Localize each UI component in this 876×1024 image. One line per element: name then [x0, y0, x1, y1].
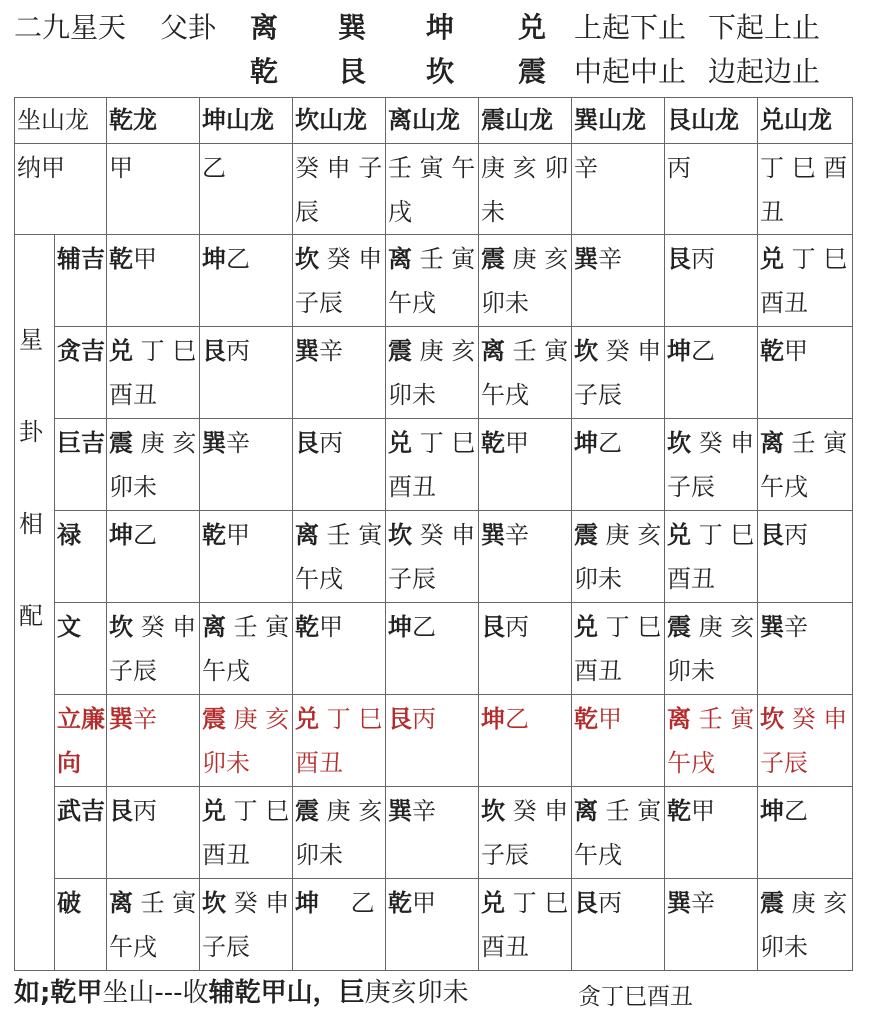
stem-branch: 庚 亥卯未	[295, 797, 383, 869]
star-cell	[200, 419, 293, 511]
gua-name: 离	[109, 889, 133, 917]
gua-name: 乾	[388, 889, 412, 917]
star-cell	[758, 787, 853, 879]
star-cell	[107, 419, 200, 511]
row-label: 禄	[55, 511, 107, 603]
stem-branch: 庚 亥卯未	[574, 521, 662, 593]
side-label-cell	[15, 235, 55, 971]
star-cell	[200, 603, 293, 695]
gua-name: 乾	[295, 613, 319, 641]
star-cell	[107, 879, 200, 971]
gua-name: 离	[388, 245, 412, 273]
rule-bian-qi: 边起边止	[708, 55, 821, 88]
stem-branch: 壬 寅午戌	[109, 889, 197, 961]
gua-name: 乾	[667, 797, 691, 825]
stem-branch: 庚 亥卯未	[388, 337, 476, 409]
gua-name: 巽	[481, 521, 505, 549]
star-row	[15, 603, 853, 695]
side-label-char: 配	[19, 602, 43, 630]
stem-branch: 癸 申子辰	[481, 797, 569, 869]
col-header-li: 离山龙	[386, 98, 479, 144]
stem-branch: 辛	[412, 797, 436, 825]
gua-name: 坎	[202, 889, 226, 917]
star-cell	[758, 603, 853, 695]
star-cell	[293, 511, 386, 603]
najia-cell: 辛	[572, 144, 665, 235]
star-cell	[293, 235, 386, 327]
bottom-gua-2: 艮	[338, 55, 367, 88]
stem-branch: 辛	[319, 337, 343, 365]
star-cell	[758, 235, 853, 327]
row-label: 文	[55, 603, 107, 695]
stem-branch: 壬 寅午戌	[760, 429, 848, 501]
star-cell	[479, 695, 572, 787]
stem-branch: 壬 寅午戌	[574, 797, 662, 869]
star-cell	[293, 419, 386, 511]
stem-branch: 丁 巳酉丑	[202, 797, 290, 869]
star-cell	[665, 787, 758, 879]
star-cell	[386, 419, 479, 511]
star-row	[15, 419, 853, 511]
col-header-kun: 坤山龙	[200, 98, 293, 144]
star-cell	[758, 695, 853, 787]
star-cell	[386, 235, 479, 327]
star-cell	[572, 603, 665, 695]
star-cell	[479, 419, 572, 511]
gua-name: 坤	[202, 245, 226, 273]
stem-branch: 辛	[784, 613, 808, 641]
gua-name: 兑	[667, 521, 691, 549]
footer-bold2: 辅乾甲山，巨	[208, 978, 365, 1008]
star-cell	[107, 603, 200, 695]
side-label-char: 卦	[19, 418, 43, 446]
gua-name: 乾	[202, 521, 226, 549]
star-cell	[293, 787, 386, 879]
stem-branch: 丙	[226, 337, 250, 365]
stem-branch: 庚 亥卯未	[667, 613, 755, 685]
star-cell	[572, 419, 665, 511]
gua-name: 乾	[574, 705, 598, 733]
gua-name: 坤	[295, 889, 319, 917]
star-cell	[386, 603, 479, 695]
star-row	[15, 695, 853, 787]
star-cell	[572, 235, 665, 327]
gua-name: 巽	[760, 613, 784, 641]
stem-branch: 甲	[505, 429, 529, 457]
star-cell	[479, 327, 572, 419]
gua-name: 坎	[109, 613, 133, 641]
col-header-xun: 巽山龙	[572, 98, 665, 144]
stem-branch: 壬 寅午戌	[202, 613, 290, 685]
stem-branch: 壬 寅午戌	[481, 337, 569, 409]
gua-name: 巽	[202, 429, 226, 457]
stem-branch: 乙	[319, 889, 375, 917]
najia-cell: 乙	[200, 144, 293, 235]
stem-branch: 辛	[505, 521, 529, 549]
najia-cell: 丙	[665, 144, 758, 235]
col-header-qian: 乾龙	[107, 98, 200, 144]
stem-branch: 丁 巳酉丑	[760, 245, 848, 317]
gua-name: 兑	[760, 245, 784, 273]
gua-name: 坤	[667, 337, 691, 365]
stem-branch: 丙	[133, 797, 157, 825]
gua-name: 巽	[388, 797, 412, 825]
star-gua-table	[14, 97, 853, 971]
gua-name: 艮	[667, 245, 691, 273]
najia-cell: 壬 寅 午戌	[386, 144, 479, 235]
star-cell	[386, 879, 479, 971]
gua-name: 坤	[481, 705, 505, 733]
stem-branch: 乙	[133, 521, 157, 549]
gua-name: 巽	[295, 337, 319, 365]
col-header-zhen: 震山龙	[479, 98, 572, 144]
stem-branch: 辛	[691, 889, 715, 917]
stem-branch: 庚 亥卯未	[481, 245, 569, 317]
star-cell	[665, 879, 758, 971]
star-cell	[107, 327, 200, 419]
row-label: 武吉	[55, 787, 107, 879]
gua-name: 震	[295, 797, 319, 825]
stem-branch: 丁 巳酉丑	[388, 429, 476, 501]
star-cell	[107, 695, 200, 787]
gua-name: 震	[109, 429, 133, 457]
gua-name: 离	[202, 613, 226, 641]
gua-name: 艮	[202, 337, 226, 365]
row-label: 破	[55, 879, 107, 971]
stem-branch: 甲	[133, 245, 157, 273]
star-cell	[665, 511, 758, 603]
star-row	[15, 511, 853, 603]
row-label: 巨吉	[55, 419, 107, 511]
gua-name: 乾	[109, 245, 133, 273]
star-cell	[200, 787, 293, 879]
star-cell	[107, 787, 200, 879]
stem-branch: 丙	[691, 245, 715, 273]
gua-name: 兑	[202, 797, 226, 825]
col-header-gen: 艮山龙	[665, 98, 758, 144]
star-cell	[665, 695, 758, 787]
gua-name: 震	[481, 245, 505, 273]
gua-name: 震	[202, 705, 226, 733]
star-cell	[572, 695, 665, 787]
stem-branch: 乙	[226, 245, 250, 273]
najia-cell: 丁 巳 酉丑	[758, 144, 853, 235]
top-gua-1: 离	[250, 11, 279, 44]
gua-name: 坤	[574, 429, 598, 457]
header-title: 二九星天	[14, 11, 127, 44]
star-row	[15, 787, 853, 879]
col-header-kan: 坎山龙	[293, 98, 386, 144]
star-cell	[200, 879, 293, 971]
star-cell	[386, 695, 479, 787]
stem-branch: 丙	[412, 705, 436, 733]
stem-branch: 乙	[412, 613, 436, 641]
star-row	[15, 327, 853, 419]
gua-name: 坤	[109, 521, 133, 549]
stem-branch: 癸 申子辰	[202, 889, 290, 961]
stem-branch: 辛	[598, 245, 622, 273]
star-cell	[665, 419, 758, 511]
star-cell	[386, 511, 479, 603]
gua-name: 乾	[760, 337, 784, 365]
stem-branch: 庚 亥卯未	[760, 889, 848, 961]
star-cell	[665, 603, 758, 695]
side-label-char: 相	[19, 510, 43, 538]
najia-cell: 庚 亥 卯未	[479, 144, 572, 235]
star-cell	[758, 419, 853, 511]
gua-name: 巽	[667, 889, 691, 917]
stem-branch: 甲	[226, 521, 250, 549]
star-cell	[107, 235, 200, 327]
gua-name: 坤	[388, 613, 412, 641]
stem-branch: 丙	[784, 521, 808, 549]
footer-prefix: 如;	[14, 978, 51, 1008]
gua-name: 震	[667, 613, 691, 641]
star-cell	[479, 603, 572, 695]
star-cell	[479, 787, 572, 879]
row-label: 辅吉	[55, 235, 107, 327]
star-cell	[479, 879, 572, 971]
side-label-char: 星	[19, 326, 43, 354]
footer-plain2: 庚亥卯未	[364, 978, 469, 1008]
star-row	[15, 879, 853, 971]
gua-name: 巽	[574, 245, 598, 273]
footer-note: 贪丁巳酉丑	[578, 984, 693, 1010]
gua-name: 坤	[760, 797, 784, 825]
gua-name: 震	[574, 521, 598, 549]
star-cell	[758, 327, 853, 419]
gua-name: 坎	[667, 429, 691, 457]
gua-name: 坎	[295, 245, 319, 273]
gua-name: 艮	[481, 613, 505, 641]
col-header-dui: 兑山龙	[758, 98, 853, 144]
star-cell	[200, 511, 293, 603]
star-cell	[293, 695, 386, 787]
stem-branch: 癸 申子辰	[667, 429, 755, 501]
gua-name: 离	[667, 705, 691, 733]
stem-branch: 辛	[133, 705, 157, 733]
gua-name: 震	[388, 337, 412, 365]
stem-branch: 壬 寅午戌	[667, 705, 755, 777]
gua-name: 离	[481, 337, 505, 365]
stem-branch: 壬 寅午戌	[295, 521, 383, 593]
star-cell	[665, 327, 758, 419]
stem-branch: 癸 申子辰	[388, 521, 476, 593]
star-cell	[293, 879, 386, 971]
bottom-gua-3: 坎	[426, 55, 455, 88]
star-cell	[572, 511, 665, 603]
star-cell	[386, 787, 479, 879]
stem-branch: 辛	[226, 429, 250, 457]
stem-branch: 丙	[598, 889, 622, 917]
gua-name: 离	[760, 429, 784, 457]
gua-name: 兑	[574, 613, 598, 641]
star-cell	[572, 787, 665, 879]
gua-name: 兑	[388, 429, 412, 457]
gua-name: 坎	[388, 521, 412, 549]
bottom-gua-4: 震	[518, 55, 547, 88]
row-label: 贪吉	[55, 327, 107, 419]
star-cell	[200, 327, 293, 419]
star-cell	[107, 511, 200, 603]
star-cell	[572, 879, 665, 971]
top-gua-2: 巽	[338, 11, 367, 44]
stem-branch: 乙	[784, 797, 808, 825]
stem-branch: 庚 亥卯未	[202, 705, 290, 777]
stem-branch: 癸 申子辰	[574, 337, 662, 409]
star-cell	[293, 327, 386, 419]
najia-cell: 甲	[107, 144, 200, 235]
star-cell	[479, 235, 572, 327]
footer-example	[14, 972, 469, 1009]
column-header-row	[15, 98, 853, 144]
star-cell	[572, 327, 665, 419]
gua-name: 巽	[109, 705, 133, 733]
star-cell	[758, 511, 853, 603]
rule-shang-qi: 上起下止	[574, 11, 687, 44]
stem-branch: 丁 巳酉丑	[109, 337, 197, 409]
gua-name: 兑	[295, 705, 319, 733]
footer-plain1: 坐山---收	[102, 978, 209, 1008]
gua-name: 艮	[109, 797, 133, 825]
star-cell	[758, 879, 853, 971]
gua-name: 兑	[481, 889, 505, 917]
stem-branch: 丙	[505, 613, 529, 641]
star-cell	[293, 603, 386, 695]
header-fugua: 父卦	[160, 11, 217, 44]
star-cell	[479, 511, 572, 603]
stem-branch: 丙	[319, 429, 343, 457]
stem-branch: 甲	[598, 705, 622, 733]
rule-zhong-qi: 中起中止	[574, 55, 687, 88]
gua-name: 乾	[481, 429, 505, 457]
row-label: 立廉向	[55, 695, 107, 787]
stem-branch: 丁 巳酉丑	[667, 521, 755, 593]
top-gua-3: 坤	[426, 11, 455, 44]
star-cell	[200, 235, 293, 327]
stem-branch: 甲	[691, 797, 715, 825]
stem-branch: 癸 申子辰	[109, 613, 197, 685]
najia-row	[15, 144, 853, 235]
gua-name: 兑	[109, 337, 133, 365]
corner-label: 坐山龙	[15, 98, 107, 144]
stem-branch: 乙	[505, 705, 529, 733]
star-cell	[386, 327, 479, 419]
stem-branch: 乙	[691, 337, 715, 365]
gua-name: 坎	[481, 797, 505, 825]
gua-name: 震	[760, 889, 784, 917]
najia-cell: 癸 申 子辰	[293, 144, 386, 235]
stem-branch: 癸 申子辰	[295, 245, 383, 317]
stem-branch: 乙	[598, 429, 622, 457]
footer-bold1: 乾甲	[50, 978, 103, 1008]
gua-name: 离	[574, 797, 598, 825]
stem-branch: 甲	[412, 889, 436, 917]
gua-name: 艮	[574, 889, 598, 917]
stem-branch: 丁 巳酉丑	[295, 705, 383, 777]
star-cell	[200, 695, 293, 787]
stem-branch: 丁 巳酉丑	[481, 889, 569, 961]
gua-name: 离	[295, 521, 319, 549]
stem-branch: 甲	[319, 613, 343, 641]
stem-branch: 癸 申子辰	[760, 705, 848, 777]
star-row	[15, 235, 853, 327]
bottom-gua-1: 乾	[250, 55, 279, 88]
stem-branch: 丁 巳酉丑	[574, 613, 662, 685]
gua-name: 坎	[760, 705, 784, 733]
rule-xia-qi: 下起上止	[708, 11, 821, 44]
gua-name: 艮	[295, 429, 319, 457]
gua-name: 艮	[388, 705, 412, 733]
top-gua-4: 兑	[518, 11, 547, 44]
gua-name: 坎	[574, 337, 598, 365]
gua-name: 艮	[760, 521, 784, 549]
stem-branch: 壬 寅午戌	[388, 245, 476, 317]
stem-branch: 庚 亥卯未	[109, 429, 197, 501]
stem-branch: 甲	[784, 337, 808, 365]
star-cell	[665, 235, 758, 327]
najia-label: 纳甲	[15, 144, 107, 235]
